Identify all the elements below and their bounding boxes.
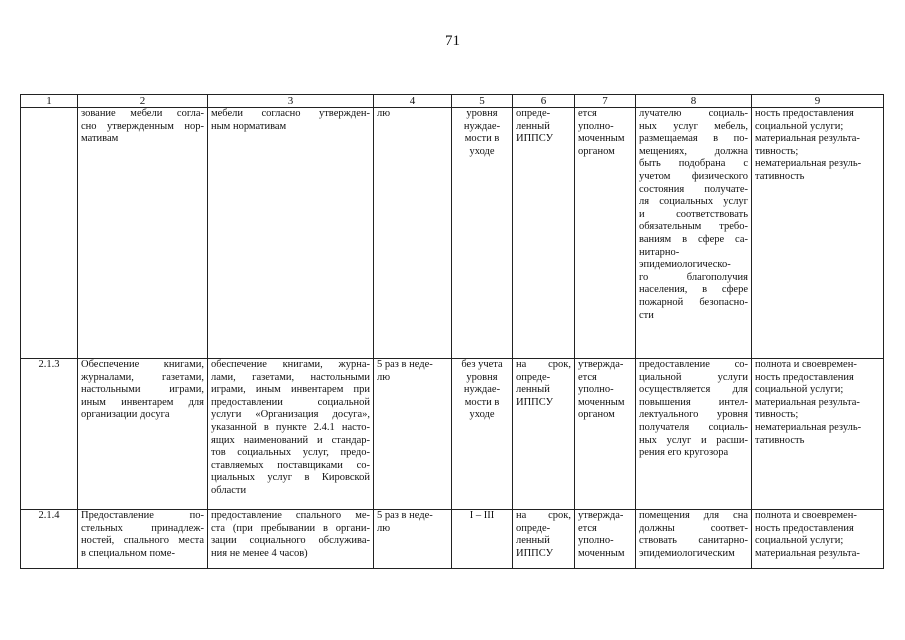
cell-text-line: тивность; (755, 409, 799, 421)
cell-text-line: ных услуг мебель, (639, 120, 748, 132)
cell-text-line: иным инвентарем для (81, 396, 204, 408)
cell-text-line: ленный (516, 120, 550, 132)
time-cell (575, 510, 636, 569)
cell-text-line: социальной услуги; (755, 384, 844, 396)
cell-text-line: играми, иным инвентарем при (211, 384, 370, 396)
cell-text-line: зации социального обслужива- (211, 535, 370, 547)
evaluation-conditions-cell (752, 510, 884, 569)
cell-text-line: опреде- (516, 108, 551, 119)
page-number: 71 (445, 33, 460, 49)
cell-text-line: социальной услуги; (755, 535, 844, 547)
need-level-cell (452, 359, 513, 510)
cell-text-line: ящих наименований и стандар- (211, 434, 370, 446)
cell-text-line: моченным (578, 396, 625, 408)
cell-text-line: должны соответ- (639, 522, 748, 534)
header-cell-9: 9 (752, 95, 884, 108)
cell-text-line: Предоставление по- (81, 510, 204, 521)
cell-text-line: предоставление спального ме- (211, 510, 370, 521)
cell-text-line: обеспечение книгами, журна- (211, 359, 370, 370)
cell-text-line: быть подобрана с (639, 158, 748, 170)
need-level-cell (452, 108, 513, 359)
cell-text-line: ИППСУ (516, 133, 554, 145)
cell-text-line: стельных принадлеж- (81, 522, 204, 534)
service-name-cell (78, 359, 208, 510)
cell-text-line: ставляемых поставщиками со- (211, 459, 370, 471)
cell-text-line: ется (578, 371, 597, 383)
header-cell-2: 2 (78, 95, 208, 108)
cell-text-line: утвержда- (578, 510, 624, 521)
cell-text-line: сно утвержденным нор- (81, 120, 204, 132)
cell-text-line: организации досуга (81, 409, 170, 421)
table-row (21, 359, 884, 510)
cell-text-line: ность предоставления (755, 371, 854, 383)
cell-text-line: осуществляется для (639, 384, 748, 396)
row-number-cell (21, 510, 78, 569)
cell-text-line: уходе (469, 409, 495, 421)
cell-text-line: нематериальная резуль- (755, 158, 862, 170)
cell-text-line: эпидемиологическим (639, 547, 735, 559)
cell-text-line: на срок, (516, 510, 571, 521)
cell-text-line: ным нормативам (211, 120, 287, 132)
cell-text-line: тативность (755, 434, 805, 446)
frequency-cell (374, 510, 452, 569)
table-row (21, 108, 884, 359)
cell-text-line: повышения интел- (639, 396, 748, 408)
header-cell-5: 5 (452, 95, 513, 108)
cell-text-line: ется (578, 108, 597, 119)
cell-text-line: в специальном поме- (81, 547, 175, 559)
cell-text-line: предоставлении социальной (211, 396, 370, 408)
cell-text-line: пожарной безопасно- (639, 296, 748, 308)
cell-text-line: без учета (461, 359, 503, 370)
cell-text-line: моченным (578, 547, 625, 559)
cell-text-line: ля социальных услуг (639, 196, 748, 208)
cell-text-line: услуги «Организация досуга», (211, 409, 370, 421)
cell-text-line: органом (578, 409, 615, 421)
cell-text-line: тативность (755, 170, 805, 182)
cell-text-line: Обеспечение книгами, (81, 359, 204, 370)
quality-indicators-cell (636, 108, 752, 359)
cell-text-line: лучателю социаль- (639, 108, 748, 119)
cell-text-line: го благополучия (639, 271, 748, 283)
cell-text-line: учетом физического (639, 170, 748, 182)
services-standard-table (20, 94, 884, 569)
cell-text-line: уровня (466, 108, 498, 119)
cell-text-line: 5 раз в неде- (377, 359, 433, 370)
cell-text-line: опреде- (516, 522, 551, 534)
cell-text-line: лю (377, 371, 391, 383)
cell-text-line: I – III (469, 510, 495, 521)
row-number: 2.1.4 (38, 510, 60, 521)
header-cell-8: 8 (636, 95, 752, 108)
cell-text-line: ется (578, 522, 597, 534)
cell-text-line: опреде- (516, 371, 551, 383)
service-description-cell (208, 510, 374, 569)
row-number: 2.1.3 (38, 359, 60, 370)
cell-text-line: полнота и своевремен- (755, 510, 857, 521)
cell-text-line: помещения для сна (639, 510, 748, 521)
cell-text-line: эпидемиологическо- (639, 259, 731, 271)
cell-text-line: области (211, 484, 247, 496)
cell-text-line: ИППСУ (516, 396, 554, 408)
cell-text-line: ность предоставления (755, 522, 854, 534)
cell-text-line: уровня (466, 371, 498, 383)
evaluation-conditions-cell (752, 359, 884, 510)
cell-text-line: тов социальных услуг, предо- (211, 447, 370, 459)
header-cell-1: 1 (21, 95, 78, 108)
cell-text-line: мещениях, должна (639, 145, 748, 157)
need-level-cell (452, 510, 513, 569)
cell-text-line: ных услуг и расши- (639, 434, 748, 446)
cell-text-line: материальная результа- (755, 396, 860, 408)
cell-text-line: лю (377, 108, 391, 119)
header-row (21, 95, 884, 108)
cell-text-line: социальной услуги; (755, 120, 844, 132)
cell-text-line: материальная результа- (755, 547, 860, 559)
term-cell (513, 510, 575, 569)
term-cell (513, 108, 575, 359)
header-cell-4: 4 (374, 95, 452, 108)
cell-text-line: органом (578, 145, 615, 157)
cell-text-line: циальной услуги (639, 371, 748, 383)
frequency-cell (374, 359, 452, 510)
cell-text-line: состояния получате- (639, 183, 748, 195)
cell-text-line: мости в (464, 396, 500, 408)
cell-text-line: тивность; (755, 145, 799, 157)
cell-text-line: 5 раз в неде- (377, 510, 433, 521)
cell-text-line: полнота и своевремен- (755, 359, 857, 370)
cell-text-line: лектуального уровня (639, 409, 748, 421)
cell-text-line: обязательным требо- (639, 221, 748, 233)
cell-text-line: сти (639, 309, 654, 321)
cell-text-line: зование мебели согла- (81, 108, 204, 119)
cell-text-line: мативам (81, 133, 119, 145)
time-cell (575, 108, 636, 359)
cell-text-line: указанной в пункте 2.4.1 насто- (211, 421, 370, 433)
service-name-cell (78, 108, 208, 359)
cell-text-line: ностей, спального места (81, 535, 204, 547)
cell-text-line: нуждае- (463, 120, 501, 132)
cell-text-line: настольными играми, (81, 384, 204, 396)
cell-text-line: лами, газетами, настольными (211, 371, 370, 383)
cell-text-line: ИППСУ (516, 547, 554, 559)
cell-text-line: уполно- (578, 384, 614, 396)
cell-text-line: ленный (516, 535, 550, 547)
evaluation-conditions-cell (752, 108, 884, 359)
cell-text-line: нематериальная резуль- (755, 421, 862, 433)
cell-text-line: ваниям в сфере са- (639, 233, 748, 245)
cell-text-line: получателя социаль- (639, 421, 748, 433)
quality-indicators-cell (636, 359, 752, 510)
cell-text-line: ность предоставления (755, 108, 854, 119)
cell-text-line: ствовать санитарно- (639, 535, 748, 547)
header-cell-3: 3 (208, 95, 374, 108)
service-description-cell (208, 108, 374, 359)
row-number-cell (21, 359, 78, 510)
row-number-cell (21, 108, 78, 359)
cell-text-line: уполно- (578, 120, 614, 132)
service-description-cell (208, 359, 374, 510)
cell-text-line: моченным (578, 133, 625, 145)
cell-text-line: лю (377, 522, 391, 534)
quality-indicators-cell (636, 510, 752, 569)
header-cell-6: 6 (513, 95, 575, 108)
cell-text-line: мебели согласно утвержден- (211, 108, 370, 119)
cell-text-line: ста (при пребывании в органи- (211, 522, 370, 534)
cell-text-line: размещаемая в по- (639, 133, 748, 145)
cell-text-line: нитарно- (639, 246, 680, 258)
cell-text-line: ленный (516, 384, 550, 396)
cell-text-line: материальная результа- (755, 133, 860, 145)
cell-text-line: уполно- (578, 535, 614, 547)
term-cell (513, 359, 575, 510)
cell-text-line: нуждае- (463, 384, 501, 396)
service-name-cell (78, 510, 208, 569)
table-row (21, 510, 884, 569)
cell-text-line: рения его кругозора (639, 447, 729, 459)
cell-text-line: и соответствовать (639, 208, 748, 220)
cell-text-line: журналами, газетами, (81, 371, 204, 383)
cell-text-line: мости в (464, 133, 500, 145)
frequency-cell (374, 108, 452, 359)
cell-text-line: уходе (469, 145, 495, 157)
time-cell (575, 359, 636, 510)
cell-text-line: утвержда- (578, 359, 624, 370)
header-cell-7: 7 (575, 95, 636, 108)
cell-text-line: ния не менее 4 часов) (211, 547, 308, 559)
cell-text-line: циальных услуг в Кировской (211, 472, 370, 484)
cell-text-line: на срок, (516, 359, 571, 370)
cell-text-line: населения, в сфере (639, 284, 748, 296)
cell-text-line: предоставление со- (639, 359, 748, 370)
